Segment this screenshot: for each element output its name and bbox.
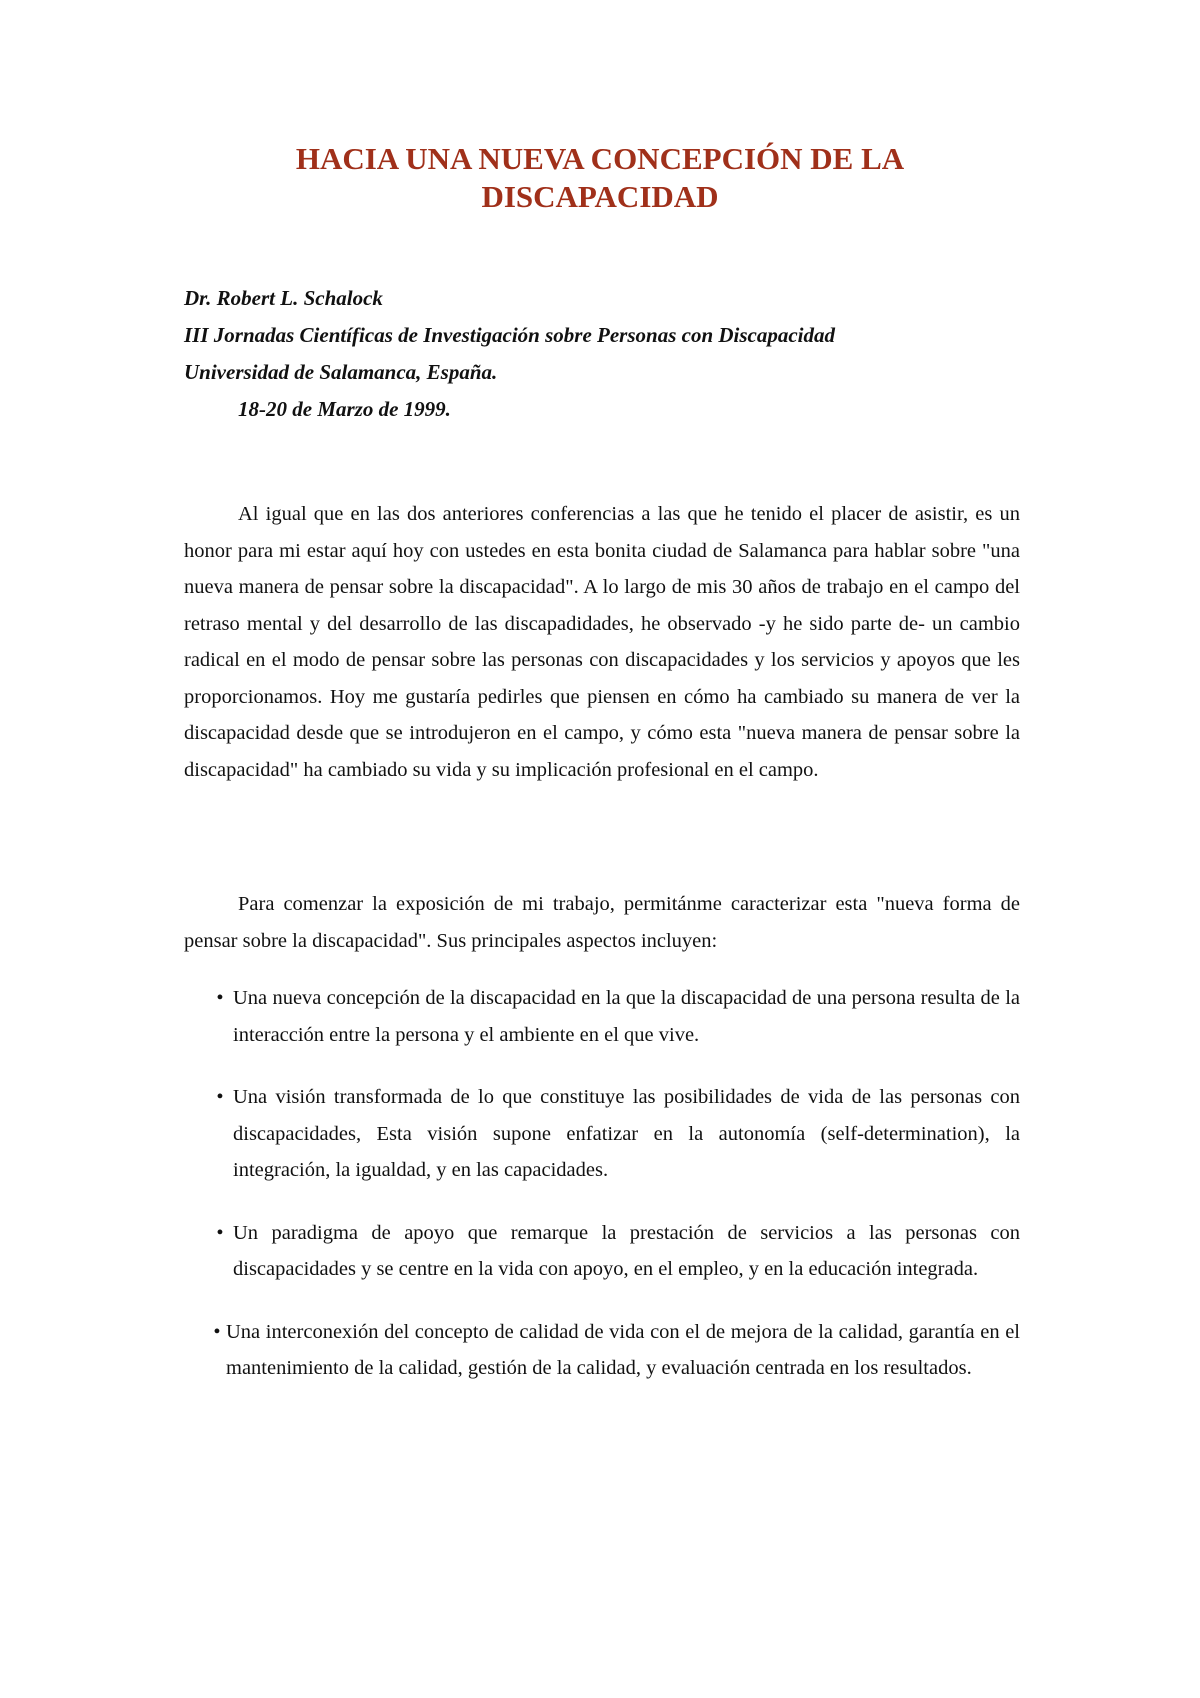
- paragraph-aspects: Para comenzar la exposición de mi trabajo, permitánme caracterizar esta "nueva forma de pensar sobre la discapacidad". Sus principales aspectos incluyen:: [184, 893, 1020, 952]
- list-item: [184, 1079, 1020, 1189]
- venue: Universidad de Salamanca, España.: [184, 360, 498, 384]
- bullet-icon: •: [216, 1221, 224, 1244]
- author-block: [184, 280, 835, 428]
- list-item: [184, 1314, 1020, 1387]
- bullet-icon: •: [216, 987, 224, 1009]
- title-line-2: DISCAPACIDAD: [481, 179, 719, 214]
- list-item-text: Una visión transformada de lo que constituye las posibilidades de vida de las personas con discapacidades, Esta visión supone enfatizar en la autonomía (self-determination), la integración, la igualdad, y en las capacidades.: [233, 1086, 1020, 1181]
- list-item: [184, 980, 1020, 1053]
- list-item: [184, 1215, 1020, 1288]
- list-item-text: Un paradigma de apoyo que remarque la prestación de servicios a las personas con discapacidades y se centre en la vida con apoyo, en el empleo, y en la educación integrada.: [233, 1221, 1020, 1280]
- list-item-text: Una interconexión del concepto de calidad de vida con el de mejora de la calidad, garantía en el mantenimiento de la calidad, gestión de la calidad, y evaluación centrada en los resultados.: [226, 1320, 1020, 1379]
- aspects-list: [184, 980, 1020, 1413]
- event-name: III Jornadas Científicas de Investigación sobre Personas con Discapacidad: [184, 323, 836, 347]
- title-line-1: HACIA UNA NUEVA CONCEPCIÓN DE LA: [295, 141, 905, 176]
- list-item-text: Una nueva concepción de la discapacidad en la que la discapacidad de una persona resulta de la interacción entre la persona y el ambiente en el que vive.: [233, 987, 1020, 1046]
- author-name: Dr. Robert L. Schalock: [184, 286, 383, 310]
- bullet-icon: •: [213, 1320, 221, 1343]
- paragraph-intro: Al igual que en las dos anteriores conferencias a las que he tenido el placer de asistir, es un honor para mi estar aquí hoy con ustedes en esta bonita ciudad de Salamanca para hablar sobre "una nueva manera de pensar sobre la discapacidad". A lo largo de mis 30 años de trabajo en el campo del retraso mental y del desarrollo de las discapadidades, he observado -y he sido parte de- un cambio radical en el modo de pensar sobre las personas con discapacidades y los servicios y apoyos que les proporcionamos. Hoy me gustaría pedirles que piensen en cómo ha cambiado su manera de ver la discapacidad desde que se introdujeron en el campo, y cómo esta "nueva manera de pensar sobre la discapacidad" ha cambiado su vida y su implicación profesional en el campo.: [184, 503, 1020, 781]
- event-date: 18-20 de Marzo de 1999.: [238, 397, 451, 421]
- document-title: [150, 140, 1050, 216]
- bullet-icon: •: [216, 1086, 224, 1108]
